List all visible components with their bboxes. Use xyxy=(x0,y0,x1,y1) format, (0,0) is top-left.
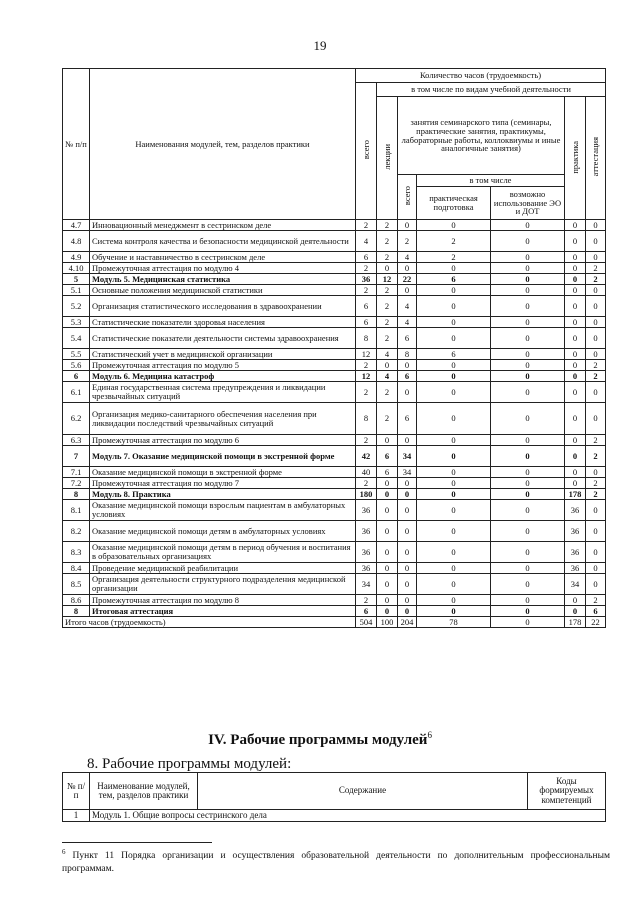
cell-pp: 2 xyxy=(417,231,491,252)
cell-sem: 8 xyxy=(398,349,417,360)
cell-sem: 0 xyxy=(398,285,417,296)
total-att: 22 xyxy=(586,617,606,628)
cell-eo: 0 xyxy=(491,403,565,435)
row-name: Промежуточная аттестация по модулю 8 xyxy=(90,595,356,606)
row-number: 8.4 xyxy=(63,563,90,574)
total-eo: 0 xyxy=(491,617,565,628)
cell-total: 34 xyxy=(356,574,377,595)
cell-lect: 0 xyxy=(377,435,398,446)
total-pp: 78 xyxy=(417,617,491,628)
cell-att: 2 xyxy=(586,371,606,382)
header-name: Наименования модулей, тем, разделов практики xyxy=(90,69,356,220)
cell-prac: 36 xyxy=(565,563,586,574)
cell-pp: 0 xyxy=(417,542,491,563)
table-row xyxy=(63,231,606,252)
header-hours-total: Количество часов (трудоемкость) xyxy=(356,69,606,83)
cell-att: 0 xyxy=(586,231,606,252)
cell-att: 0 xyxy=(586,285,606,296)
row-number: 4.10 xyxy=(63,263,90,274)
table-row xyxy=(63,349,606,360)
cell-total: 2 xyxy=(356,478,377,489)
cell-eo: 0 xyxy=(491,563,565,574)
row-number: 8.3 xyxy=(63,542,90,563)
mods-header-num: № п/п xyxy=(63,773,90,810)
table-row xyxy=(63,478,606,489)
cell-total: 6 xyxy=(356,296,377,317)
cell-att: 0 xyxy=(586,467,606,478)
module-name: Модуль 1. Общие вопросы сестринского дела xyxy=(90,810,606,822)
cell-lect: 6 xyxy=(377,446,398,467)
table-row xyxy=(63,403,606,435)
cell-lect: 2 xyxy=(377,317,398,328)
cell-pp: 0 xyxy=(417,263,491,274)
header-attestation: аттестация xyxy=(586,97,606,220)
cell-prac: 0 xyxy=(565,285,586,296)
cell-att: 2 xyxy=(586,435,606,446)
cell-prac: 0 xyxy=(565,317,586,328)
table-row xyxy=(63,574,606,595)
row-name: Обучение и наставничество в сестринском деле xyxy=(90,252,356,263)
cell-pp: 0 xyxy=(417,478,491,489)
cell-total: 8 xyxy=(356,328,377,349)
cell-sem: 22 xyxy=(398,274,417,285)
cell-total: 36 xyxy=(356,521,377,542)
cell-eo: 0 xyxy=(491,360,565,371)
row-name: Статистический учет в медицинской организации xyxy=(90,349,356,360)
table-row xyxy=(63,371,606,382)
cell-prac: 0 xyxy=(565,360,586,371)
row-number: 7.1 xyxy=(63,467,90,478)
cell-total: 2 xyxy=(356,382,377,403)
cell-att: 0 xyxy=(586,563,606,574)
header-practice: практика xyxy=(565,97,586,220)
cell-sem: 6 xyxy=(398,403,417,435)
cell-lect: 2 xyxy=(377,252,398,263)
table-row xyxy=(63,467,606,478)
row-number: 4.7 xyxy=(63,220,90,231)
cell-lect: 6 xyxy=(377,467,398,478)
header-seminar: занятия семинарского типа (семинары, практические занятия, практикумы, лабораторные работы, коллоквиумы и иные аналогичные занятия) xyxy=(398,97,565,175)
cell-total: 2 xyxy=(356,595,377,606)
cell-eo: 0 xyxy=(491,252,565,263)
cell-sem: 0 xyxy=(398,435,417,446)
cell-eo: 0 xyxy=(491,435,565,446)
row-name: Единая государственная система предупреждения и ликвидации чрезвычайных ситуаций xyxy=(90,382,356,403)
cell-att: 2 xyxy=(586,446,606,467)
cell-pp: 0 xyxy=(417,317,491,328)
row-name: Модуль 8. Практика xyxy=(90,489,356,500)
cell-lect: 2 xyxy=(377,231,398,252)
cell-att: 0 xyxy=(586,349,606,360)
cell-sem: 0 xyxy=(398,220,417,231)
row-name: Итоговая аттестация xyxy=(90,606,356,617)
cell-sem: 0 xyxy=(398,478,417,489)
cell-pp: 0 xyxy=(417,595,491,606)
cell-eo: 0 xyxy=(491,489,565,500)
cell-att: 2 xyxy=(586,263,606,274)
cell-eo: 0 xyxy=(491,446,565,467)
table-row xyxy=(63,382,606,403)
table-row xyxy=(63,274,606,285)
cell-total: 36 xyxy=(356,274,377,285)
cell-att: 2 xyxy=(586,478,606,489)
cell-total: 36 xyxy=(356,563,377,574)
row-number: 6.3 xyxy=(63,435,90,446)
header-seminar-total: всего xyxy=(398,175,417,220)
table-row xyxy=(63,252,606,263)
cell-lect: 2 xyxy=(377,403,398,435)
cell-sem: 34 xyxy=(398,446,417,467)
total-total: 504 xyxy=(356,617,377,628)
cell-lect: 0 xyxy=(377,263,398,274)
footnote-ref: 6 xyxy=(427,730,432,740)
row-number: 7.2 xyxy=(63,478,90,489)
cell-lect: 2 xyxy=(377,382,398,403)
cell-prac: 0 xyxy=(565,220,586,231)
row-number: 8.2 xyxy=(63,521,90,542)
cell-prac: 36 xyxy=(565,542,586,563)
cell-total: 6 xyxy=(356,606,377,617)
total-row xyxy=(63,617,606,628)
cell-sem: 0 xyxy=(398,489,417,500)
cell-pp: 0 xyxy=(417,606,491,617)
page-number: 19 xyxy=(313,38,327,53)
cell-sem: 0 xyxy=(398,606,417,617)
row-number: 5 xyxy=(63,274,90,285)
subsection-title: 8. Рабочие программы модулей: xyxy=(87,756,292,772)
cell-att: 0 xyxy=(586,542,606,563)
table-row xyxy=(63,446,606,467)
cell-lect: 0 xyxy=(377,478,398,489)
cell-prac: 178 xyxy=(565,489,586,500)
row-number: 8.5 xyxy=(63,574,90,595)
row-number: 5.2 xyxy=(63,296,90,317)
row-name: Оказание медицинской помощи детям в амбулаторных условиях xyxy=(90,521,356,542)
cell-total: 36 xyxy=(356,500,377,521)
cell-att: 0 xyxy=(586,382,606,403)
cell-eo: 0 xyxy=(491,606,565,617)
row-name: Промежуточная аттестация по модулю 4 xyxy=(90,263,356,274)
header-including: в том числе по видам учебной деятельности xyxy=(377,83,606,97)
cell-prac: 0 xyxy=(565,349,586,360)
cell-total: 2 xyxy=(356,360,377,371)
cell-sem: 34 xyxy=(398,467,417,478)
row-number: 8.1 xyxy=(63,500,90,521)
cell-sem: 6 xyxy=(398,328,417,349)
cell-pp: 0 xyxy=(417,360,491,371)
cell-sem: 0 xyxy=(398,500,417,521)
table-row xyxy=(63,317,606,328)
cell-prac: 0 xyxy=(565,446,586,467)
total-label: Итого часов (трудоемкость) xyxy=(63,617,356,628)
cell-lect: 12 xyxy=(377,274,398,285)
cell-lect: 4 xyxy=(377,349,398,360)
cell-prac: 0 xyxy=(565,231,586,252)
table-row xyxy=(63,542,606,563)
footnote: $^6$ Пункт 11 Порядка организации и осуществления образовательной деятельности по дополнительным профессиональным программам. xyxy=(62,848,610,874)
table-row xyxy=(63,285,606,296)
hours-distribution-table xyxy=(62,68,606,628)
cell-total: 6 xyxy=(356,252,377,263)
total-sem: 204 xyxy=(398,617,417,628)
module-number: 1 xyxy=(63,810,90,822)
row-number: 5.3 xyxy=(63,317,90,328)
cell-prac: 0 xyxy=(565,252,586,263)
cell-total: 40 xyxy=(356,467,377,478)
module-row xyxy=(63,810,606,822)
cell-eo: 0 xyxy=(491,521,565,542)
cell-prac: 0 xyxy=(565,263,586,274)
cell-total: 42 xyxy=(356,446,377,467)
cell-pp: 0 xyxy=(417,220,491,231)
cell-pp: 0 xyxy=(417,328,491,349)
cell-pp: 0 xyxy=(417,382,491,403)
header-num: № п/п xyxy=(63,69,90,220)
cell-att: 0 xyxy=(586,220,606,231)
row-name: Оказание медицинской помощи детям в период обучения и воспитания в образовательных организациях xyxy=(90,542,356,563)
cell-att: 2 xyxy=(586,489,606,500)
cell-prac: 0 xyxy=(565,382,586,403)
row-number: 5.6 xyxy=(63,360,90,371)
cell-att: 2 xyxy=(586,595,606,606)
total-lect: 100 xyxy=(377,617,398,628)
row-name: Организация статистического исследования в здравоохранении xyxy=(90,296,356,317)
cell-prac: 0 xyxy=(565,371,586,382)
cell-total: 4 xyxy=(356,231,377,252)
row-name: Система контроля качества и безопасности медицинской деятельности xyxy=(90,231,356,252)
cell-lect: 2 xyxy=(377,296,398,317)
cell-total: 8 xyxy=(356,403,377,435)
cell-pp: 0 xyxy=(417,500,491,521)
cell-prac: 0 xyxy=(565,467,586,478)
cell-eo: 0 xyxy=(491,328,565,349)
cell-total: 12 xyxy=(356,371,377,382)
cell-prac: 0 xyxy=(565,595,586,606)
row-name: Статистические показатели деятельности системы здравоохранения xyxy=(90,328,356,349)
row-number: 6 xyxy=(63,371,90,382)
header-lectures: лекции xyxy=(377,97,398,220)
cell-sem: 0 xyxy=(398,263,417,274)
cell-total: 36 xyxy=(356,542,377,563)
cell-pp: 0 xyxy=(417,521,491,542)
cell-eo: 0 xyxy=(491,382,565,403)
cell-pp: 0 xyxy=(417,371,491,382)
cell-eo: 0 xyxy=(491,595,565,606)
cell-total: 180 xyxy=(356,489,377,500)
cell-lect: 0 xyxy=(377,542,398,563)
cell-lect: 2 xyxy=(377,328,398,349)
cell-att: 0 xyxy=(586,500,606,521)
cell-prac: 0 xyxy=(565,435,586,446)
table-row xyxy=(63,595,606,606)
cell-total: 2 xyxy=(356,263,377,274)
cell-sem: 4 xyxy=(398,252,417,263)
cell-total: 2 xyxy=(356,285,377,296)
cell-att: 0 xyxy=(586,403,606,435)
table-row xyxy=(63,500,606,521)
cell-lect: 0 xyxy=(377,606,398,617)
row-number: 7 xyxy=(63,446,90,467)
cell-eo: 0 xyxy=(491,285,565,296)
cell-sem: 0 xyxy=(398,521,417,542)
cell-eo: 0 xyxy=(491,317,565,328)
table-row xyxy=(63,360,606,371)
cell-att: 2 xyxy=(586,274,606,285)
table-row xyxy=(63,220,606,231)
cell-eo: 0 xyxy=(491,467,565,478)
row-number: 8.6 xyxy=(63,595,90,606)
cell-sem: 4 xyxy=(398,296,417,317)
cell-sem: 0 xyxy=(398,563,417,574)
cell-eo: 0 xyxy=(491,500,565,521)
cell-att: 0 xyxy=(586,328,606,349)
cell-pp: 0 xyxy=(417,296,491,317)
cell-att: 0 xyxy=(586,317,606,328)
cell-total: 12 xyxy=(356,349,377,360)
mods-header-name: Наименование модулей, тем, разделов практики xyxy=(90,773,198,810)
cell-sem: 0 xyxy=(398,360,417,371)
cell-sem: 2 xyxy=(398,231,417,252)
cell-pp: 0 xyxy=(417,489,491,500)
header-total: всего xyxy=(356,83,377,220)
cell-prac: 0 xyxy=(565,606,586,617)
section-title: IV. Рабочие программы модулей$^6$ xyxy=(208,730,432,748)
cell-pp: 0 xyxy=(417,285,491,296)
mods-header-content: Содержание xyxy=(198,773,528,810)
cell-pp: 6 xyxy=(417,349,491,360)
cell-pp: 0 xyxy=(417,435,491,446)
row-name: Статистические показатели здоровья населения xyxy=(90,317,356,328)
cell-eo: 0 xyxy=(491,574,565,595)
cell-total: 6 xyxy=(356,317,377,328)
cell-lect: 2 xyxy=(377,285,398,296)
row-name: Проведение медицинской реабилитации xyxy=(90,563,356,574)
row-name: Модуль 7. Оказание медицинской помощи в экстренной форме xyxy=(90,446,356,467)
header-eo-dot: возможно использование ЭО и ДОТ xyxy=(493,188,562,217)
cell-sem: 4 xyxy=(398,317,417,328)
cell-pp: 0 xyxy=(417,403,491,435)
row-number: 5.1 xyxy=(63,285,90,296)
cell-eo: 0 xyxy=(491,478,565,489)
row-name: Оказание медицинской помощи взрослым пациентам в амбулаторных условиях xyxy=(90,500,356,521)
cell-att: 2 xyxy=(586,360,606,371)
row-number: 6.1 xyxy=(63,382,90,403)
cell-lect: 2 xyxy=(377,220,398,231)
cell-sem: 0 xyxy=(398,595,417,606)
table-row xyxy=(63,263,606,274)
header-seminar-including: в том числе практическая подготовка возможно использование ЭО и ДОТ xyxy=(417,175,565,220)
row-number: 4.8 xyxy=(63,231,90,252)
row-name: Модуль 6. Медицина катастроф xyxy=(90,371,356,382)
table-row xyxy=(63,563,606,574)
cell-prac: 0 xyxy=(565,274,586,285)
cell-lect: 0 xyxy=(377,489,398,500)
cell-prac: 0 xyxy=(565,328,586,349)
cell-att: 0 xyxy=(586,521,606,542)
cell-lect: 4 xyxy=(377,371,398,382)
cell-pp: 2 xyxy=(417,252,491,263)
cell-eo: 0 xyxy=(491,542,565,563)
row-number: 6.2 xyxy=(63,403,90,435)
row-number: 4.9 xyxy=(63,252,90,263)
cell-lect: 0 xyxy=(377,563,398,574)
row-name: Основные положения медицинской статистики xyxy=(90,285,356,296)
cell-total: 2 xyxy=(356,220,377,231)
cell-eo: 0 xyxy=(491,220,565,231)
cell-sem: 0 xyxy=(398,542,417,563)
table-row xyxy=(63,606,606,617)
cell-prac: 0 xyxy=(565,478,586,489)
cell-att: 0 xyxy=(586,296,606,317)
table-row xyxy=(63,489,606,500)
cell-pp: 0 xyxy=(417,446,491,467)
row-name: Промежуточная аттестация по модулю 7 xyxy=(90,478,356,489)
cell-lect: 0 xyxy=(377,521,398,542)
row-number: 8 xyxy=(63,489,90,500)
header-practical-training: практическая подготовка xyxy=(417,187,491,219)
row-number: 5.4 xyxy=(63,328,90,349)
cell-prac: 0 xyxy=(565,403,586,435)
cell-eo: 0 xyxy=(491,263,565,274)
cell-lect: 0 xyxy=(377,574,398,595)
cell-sem: 0 xyxy=(398,574,417,595)
cell-prac: 34 xyxy=(565,574,586,595)
cell-total: 2 xyxy=(356,435,377,446)
cell-sem: 0 xyxy=(398,382,417,403)
row-name: Инновационный менеджмент в сестринском деле xyxy=(90,220,356,231)
cell-prac: 0 xyxy=(565,296,586,317)
table-row xyxy=(63,328,606,349)
row-name: Оказание медицинской помощи в экстренной форме xyxy=(90,467,356,478)
table-row xyxy=(63,296,606,317)
row-number: 8 xyxy=(63,606,90,617)
table-row xyxy=(63,435,606,446)
cell-pp: 6 xyxy=(417,274,491,285)
cell-eo: 0 xyxy=(491,296,565,317)
module-programs-table xyxy=(62,772,606,822)
total-prac: 178 xyxy=(565,617,586,628)
cell-eo: 0 xyxy=(491,371,565,382)
cell-att: 0 xyxy=(586,252,606,263)
cell-prac: 36 xyxy=(565,521,586,542)
cell-lect: 0 xyxy=(377,595,398,606)
cell-eo: 0 xyxy=(491,274,565,285)
cell-prac: 36 xyxy=(565,500,586,521)
cell-pp: 0 xyxy=(417,574,491,595)
cell-sem: 6 xyxy=(398,371,417,382)
row-name: Модуль 5. Медицинская статистика xyxy=(90,274,356,285)
table-row xyxy=(63,521,606,542)
cell-att: 6 xyxy=(586,606,606,617)
row-name: Организация деятельности структурного подразделения медицинской организации xyxy=(90,574,356,595)
cell-pp: 0 xyxy=(417,563,491,574)
footnote-divider xyxy=(62,842,212,843)
cell-eo: 0 xyxy=(491,231,565,252)
row-name: Организация медико-санитарного обеспечения населения при ликвидации последствий чрезвычайных ситуаций xyxy=(90,403,356,435)
row-name: Промежуточная аттестация по модулю 6 xyxy=(90,435,356,446)
cell-att: 0 xyxy=(586,574,606,595)
cell-lect: 0 xyxy=(377,360,398,371)
row-number: 5.5 xyxy=(63,349,90,360)
cell-lect: 0 xyxy=(377,500,398,521)
mods-header-codes: Коды формируемых компетенций xyxy=(528,773,606,810)
row-name: Промежуточная аттестация по модулю 5 xyxy=(90,360,356,371)
cell-eo: 0 xyxy=(491,349,565,360)
cell-pp: 0 xyxy=(417,467,491,478)
